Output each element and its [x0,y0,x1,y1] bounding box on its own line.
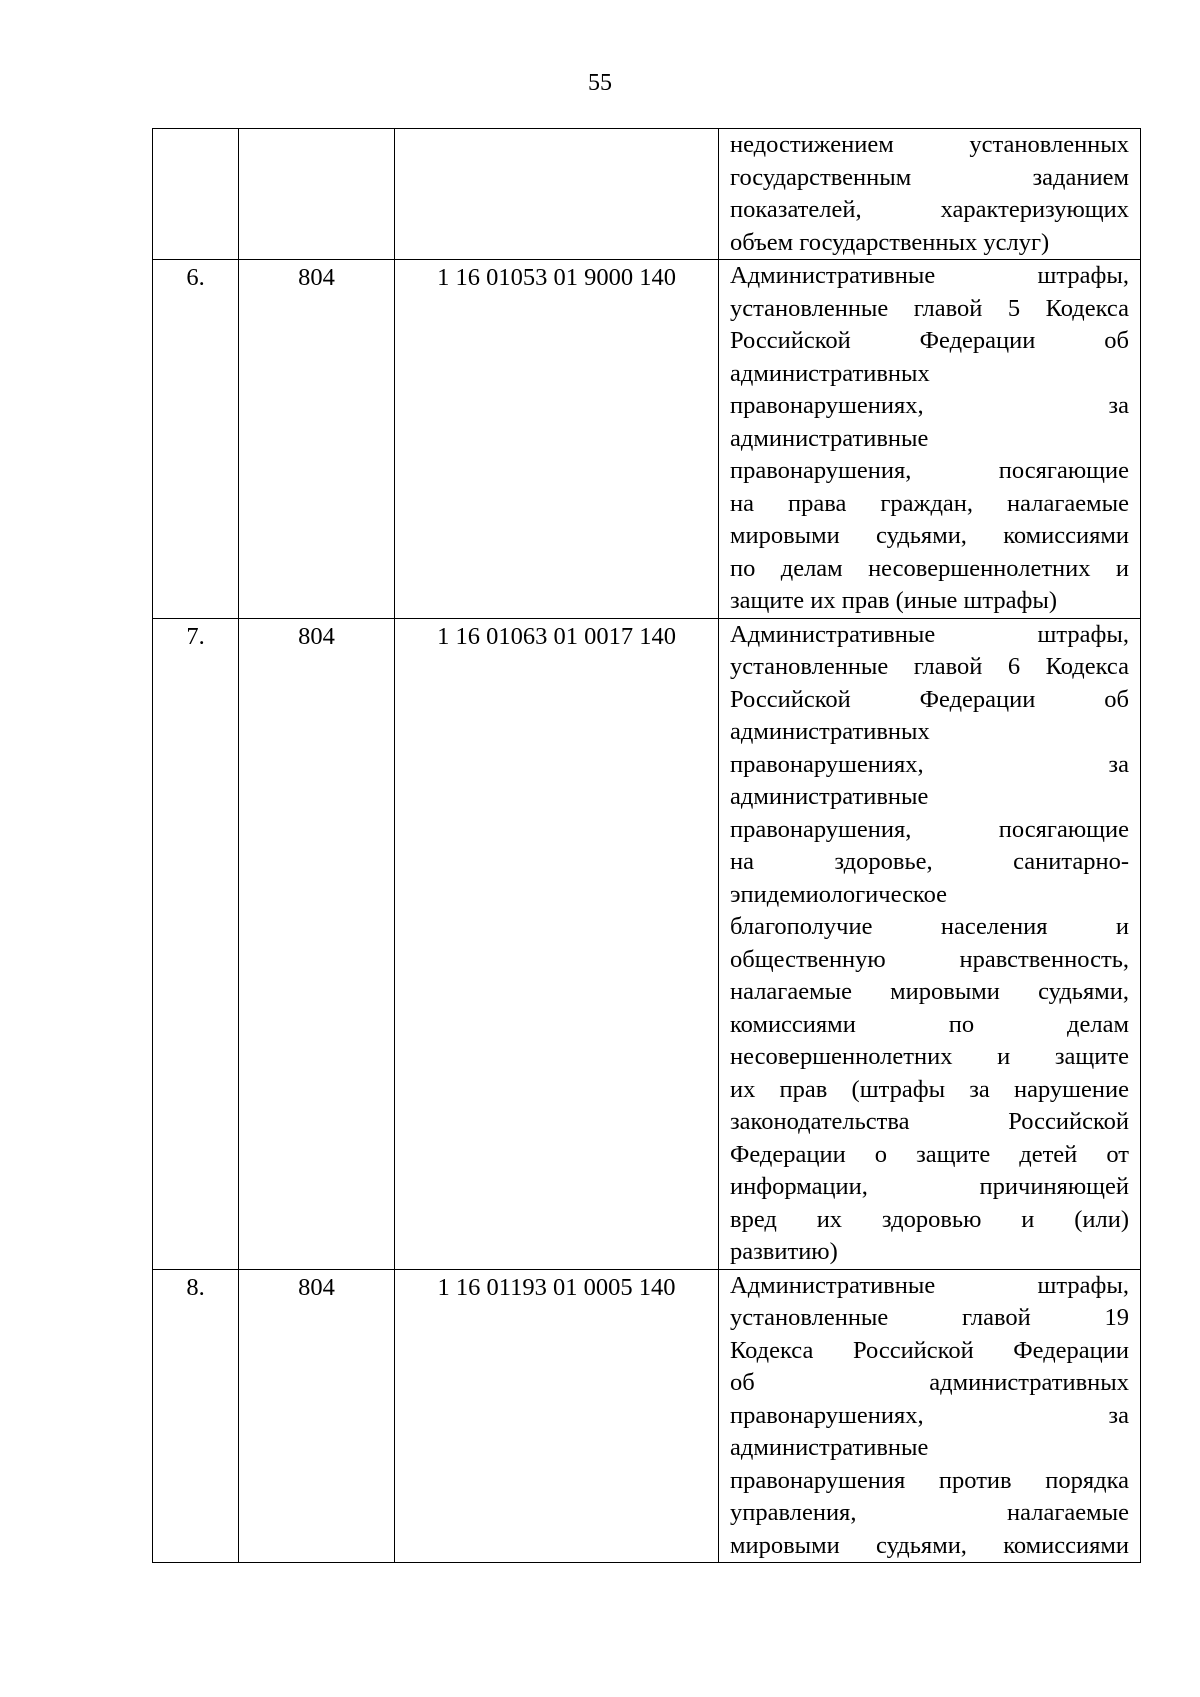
description-line: информации, причиняющей [730,1173,1129,1200]
table-row [153,260,1141,619]
description-cell [719,129,1141,260]
description-line: Кодекса Российской Федерации [730,1336,1129,1364]
description-line: по делам несовершеннолетних и [730,554,1129,582]
description-line: Российской Федерации об [730,327,1129,354]
description-line: законодательства Российской [730,1108,1129,1135]
budget-classification-code-cell [395,129,719,260]
description-line: благополучие населения и [730,913,1129,940]
admin-code-cell: 804 [239,260,395,619]
description-line: государственным заданием [730,163,1129,191]
row-number-cell: 6. [153,260,239,619]
description-line: эпидемиологическое [730,880,948,908]
description-line: установленные главой 5 Кодекса [730,294,1129,322]
description-line: правонарушения против порядка [730,1466,1129,1494]
description-line: Административные штрафы, [730,1271,1129,1299]
description-line: управления, налагаемые [730,1499,1129,1526]
description-line: Федерации о защите детей от [730,1140,1129,1168]
description-line: недостижением установленных [730,131,1129,158]
budget-classification-code-cell: 1 16 01053 01 9000 140 [395,260,719,619]
table-row [153,129,1141,260]
budget-classification-code-cell: 1 16 01063 01 0017 140 [395,618,719,1269]
table-body [153,129,1141,1563]
description-line: правонарушениях, за [730,750,1129,778]
description-line: вред их здоровью и (или) [730,1205,1129,1233]
description-line: Российской Федерации об [730,685,1129,713]
page-number: 55 [588,70,612,96]
description-line: административные [730,783,929,810]
table-row [153,618,1141,1269]
description-line: установленные главой 6 Кодекса [730,653,1129,680]
description-line: установленные главой 19 [730,1304,1129,1331]
description-line: развитию) [730,1238,838,1265]
description-line: налагаемые мировыми судьями, [730,978,1129,1005]
description-line: административные [730,1434,929,1461]
admin-code-cell [239,129,395,260]
description-line: об административных [730,1369,1129,1396]
description-cell [719,260,1141,619]
admin-code-cell: 804 [239,1269,395,1563]
description-line: административных [730,718,930,745]
description-line: Административные штрафы, [730,262,1129,289]
budget-classification-code-cell: 1 16 01193 01 0005 140 [395,1269,719,1563]
row-number-cell [153,129,239,260]
description-line: правонарушениях, за [730,1401,1129,1429]
budget-codes-table [152,128,1141,1563]
description-line: защите их прав (иные штрафы) [730,587,1057,614]
description-line: на права граждан, налагаемые [730,489,1129,517]
table-row [153,1269,1141,1563]
description-line: комиссиями по делам [730,1010,1129,1038]
row-number-cell: 7. [153,618,239,1269]
description-cell [719,618,1141,1269]
description-line: административные [730,424,929,452]
description-cell [719,1269,1141,1563]
description-line: правонарушениях, за [730,392,1129,419]
description-line: показателей, характеризующих [730,196,1129,223]
description-line: общественную нравственность, [730,945,1129,973]
description-line: правонарушения, посягающие [730,815,1129,843]
description-line: на здоровье, санитарно- [730,848,1129,875]
description-line: несовершеннолетних и защите [730,1043,1129,1070]
description-line: их прав (штрафы за нарушение [730,1075,1129,1103]
admin-code-cell: 804 [239,618,395,1269]
description-line: административных [730,359,930,387]
row-number-cell: 8. [153,1269,239,1563]
description-line: мировыми судьями, комиссиями [730,522,1129,549]
description-line: объем государственных услуг) [730,228,1050,256]
description-line: мировыми судьями, комиссиями [730,1531,1129,1559]
description-line: Административные штрафы, [730,620,1129,648]
description-line: правонарушения, посягающие [730,457,1129,484]
